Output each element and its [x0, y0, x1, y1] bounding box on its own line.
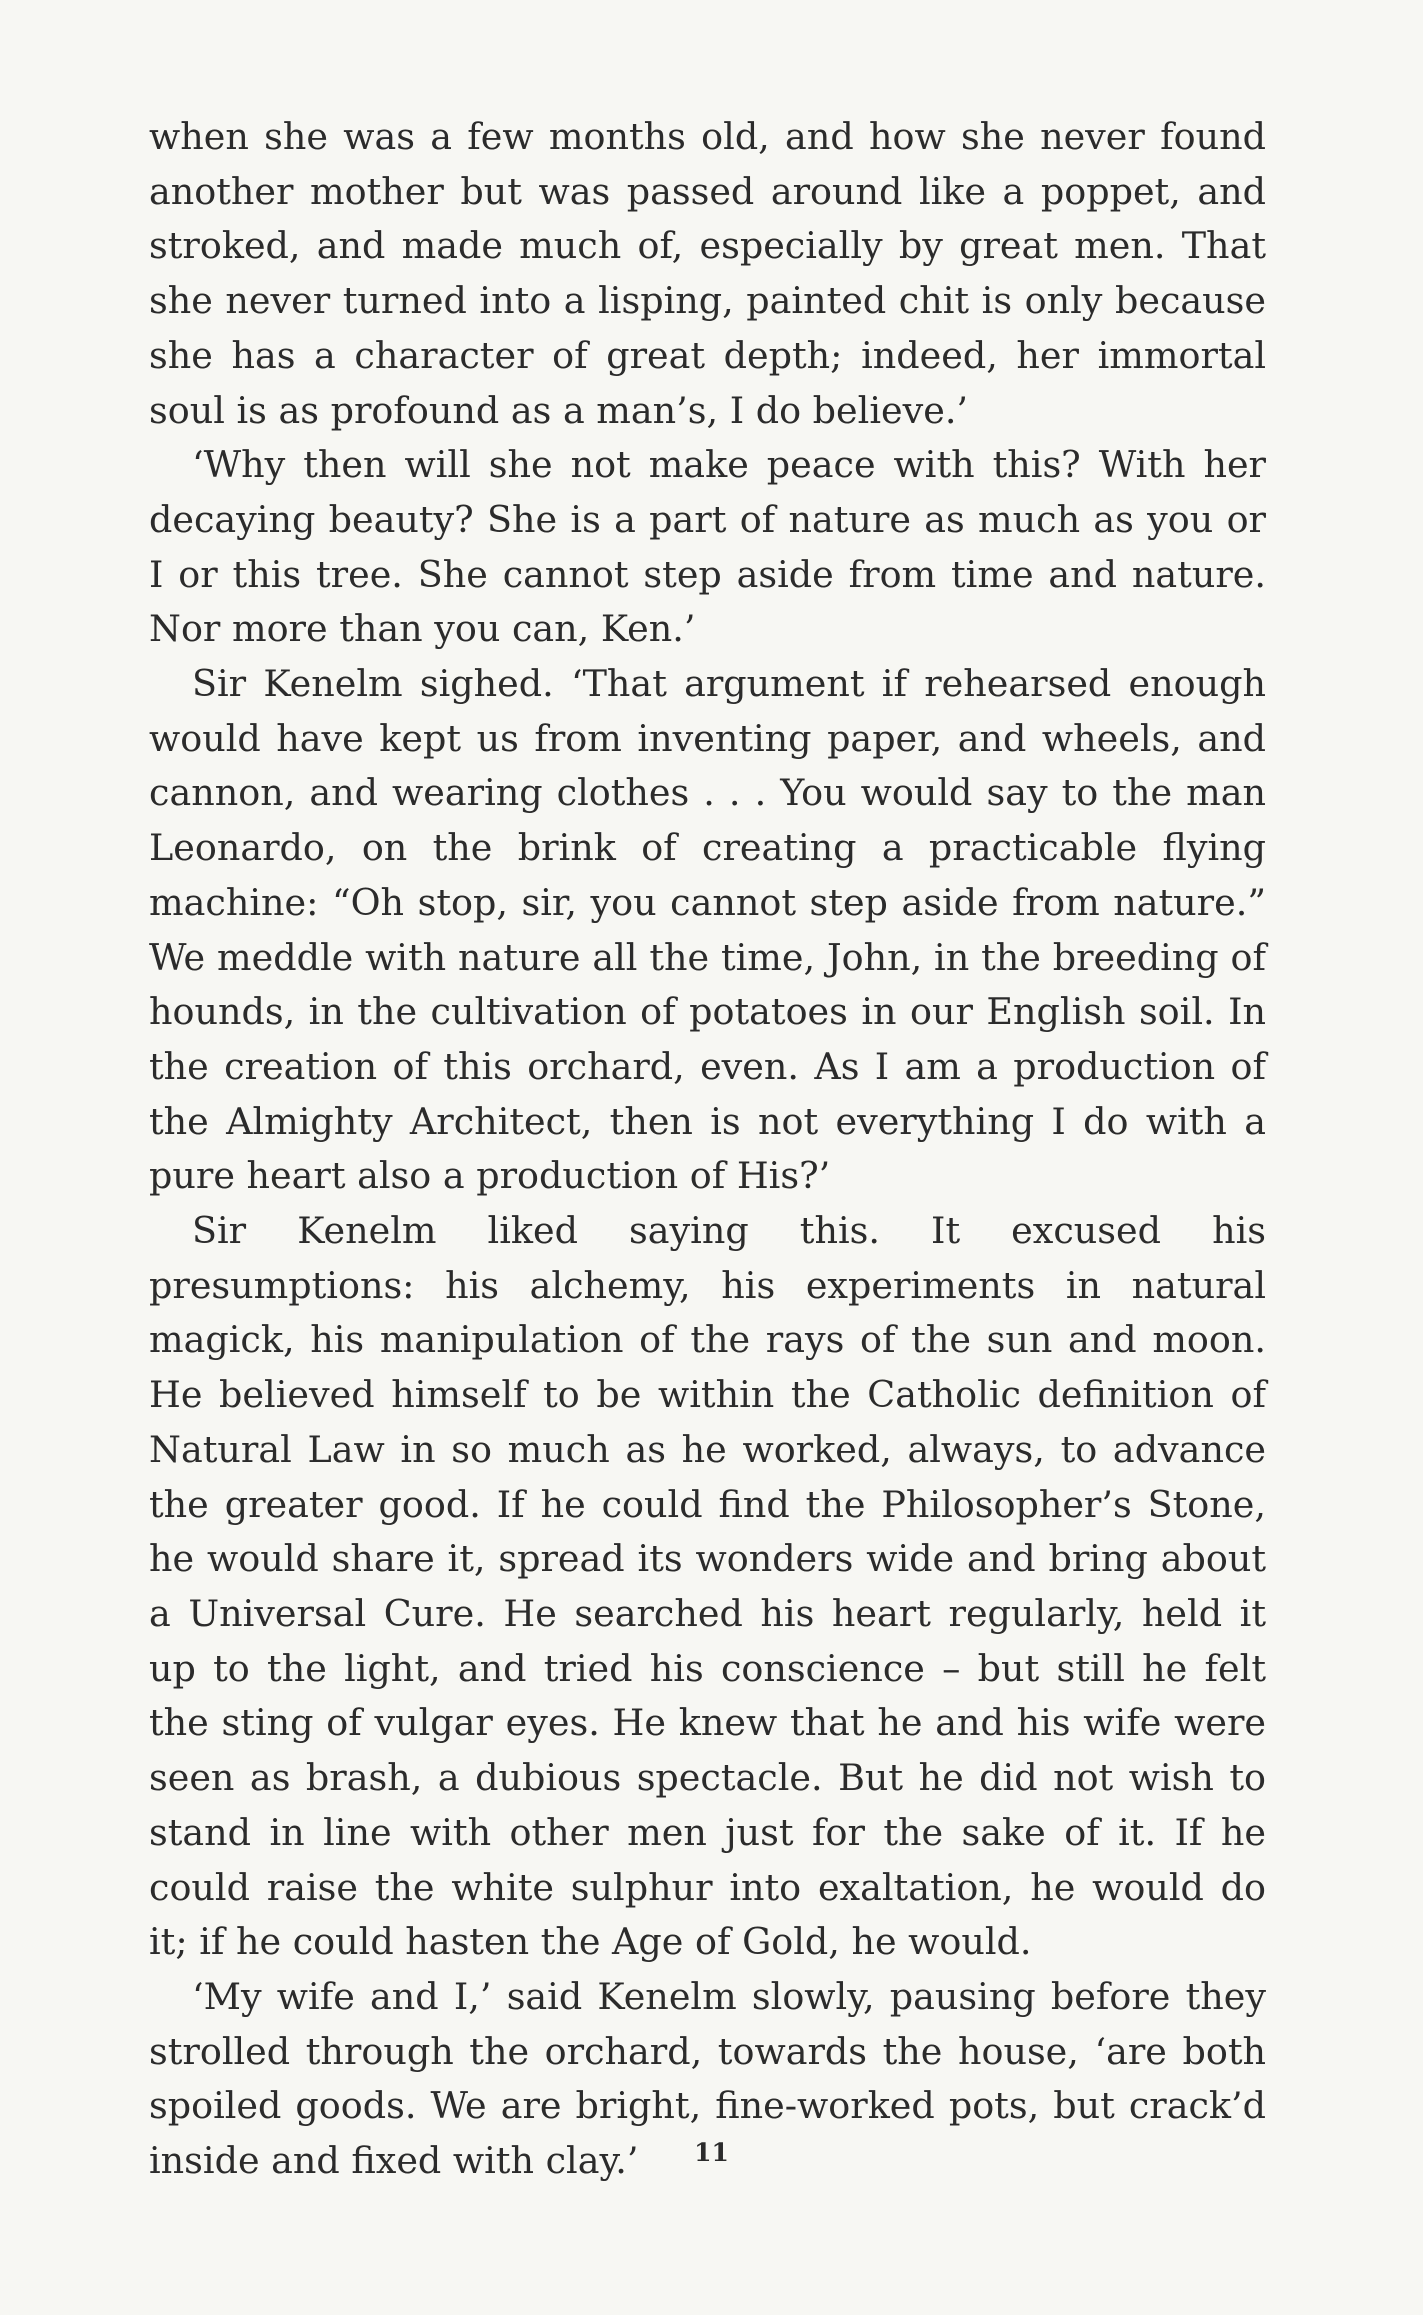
paragraph-3: Sir Kenelm sighed. ‘That argument if rehearsed enough would have kept us from inventing paper, and wheels, and cannon, and wearing clothes . . . You would say to the man Leonardo, on the brink of creating a practicable flying machine: “Oh stop, sir, you cannot step aside from nature.” We meddle with nature all the time, John, in the breeding of hounds, in the cultivation of potatoes in our English soil. In the creation of this orchard, even. As I am a production of the Almighty Architect, then is not everything I do with a pure heart also a production of His?’: [149, 662, 1266, 1198]
body-text: [149, 110, 1266, 2189]
paragraph-4: Sir Kenelm liked saying this. It excused his presumptions: his alchemy, his experiments in natural magick, his manipulation of the rays of the sun and moon. He believed himself to be within the Catholic definition of Natural Law in so much as he worked, always, to advance the greater good. If he could find the Philosopher’s Stone, he would share it, spread its wonders wide and bring about a Universal Cure. He searched his heart regularly, held it up to the light, and tried his conscience – but still he felt the sting of vulgar eyes. He knew that he and his wife were seen as brash, a dubious spectacle. But he did not wish to stand in line with other men just for the sake of it. If he could raise the white sulphur into exaltation, he would do it; if he could hasten the Age of Gold, he would.: [149, 1209, 1266, 1964]
paragraph-5: ‘My wife and I,’ said Kenelm slowly, pausing before they strolled through the orchard, towards the house, ‘are both spoiled goods. We are bright, fine-worked pots, but crack’d inside and fixed with clay.’: [149, 1974, 1266, 2183]
paragraph-1: when she was a few months old, and how she never found another mother but was passed around like a poppet, and stroked, and made much of, especially by great men. That she never turned into a lisping, painted chit is only because she has a character of great depth; indeed, her immortal soul is as profound as a man’s, I do believe.’: [149, 115, 1266, 432]
page-number: 11: [694, 2138, 729, 2167]
paragraph-2: ‘Why then will she not make peace with this? With her decaying beauty? She is a part of nature as much as you or I or this tree. She cannot step aside from time and nature. Nor more than you can, Ken.’: [149, 443, 1266, 651]
